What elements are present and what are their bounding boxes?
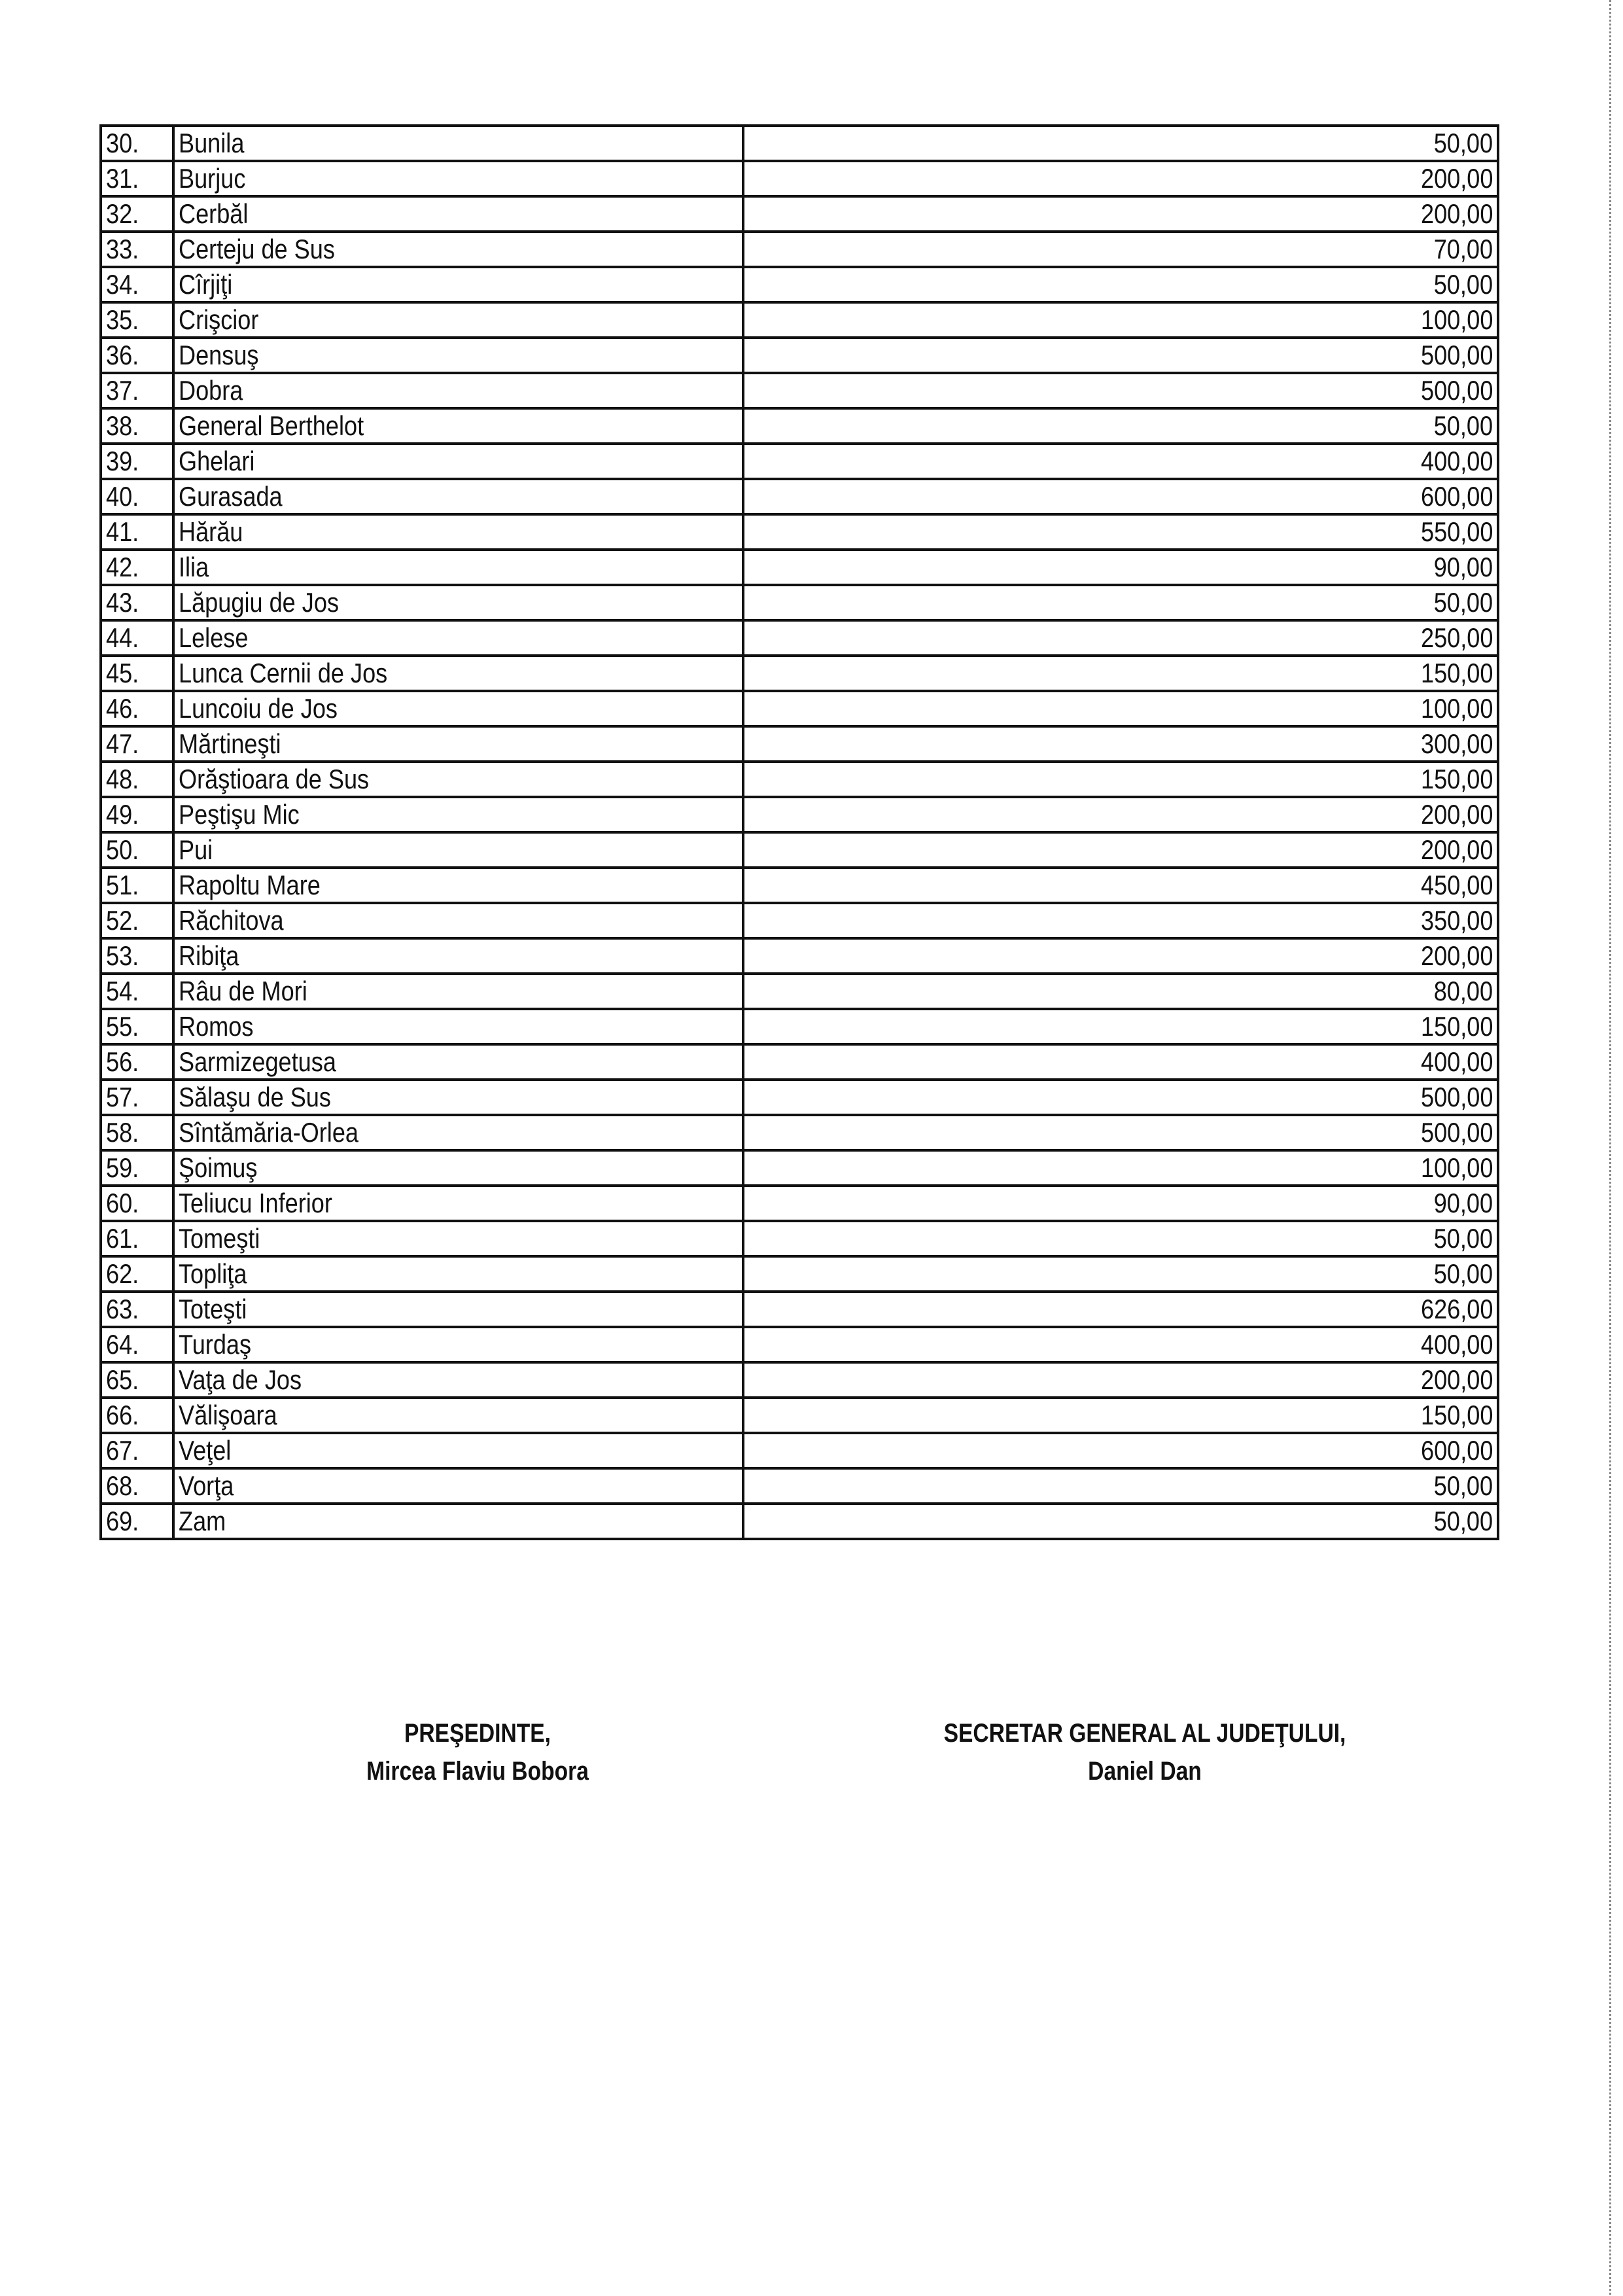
- table-row: [101, 762, 1498, 797]
- row-number: 58.: [106, 1117, 139, 1148]
- amount-value-cell: [743, 1221, 1498, 1256]
- amount-value-cell: [743, 1292, 1498, 1327]
- amount-value: 70,00: [1433, 234, 1493, 264]
- row-number-cell: [101, 550, 173, 585]
- locality-name: Vaţa de Jos: [179, 1364, 302, 1395]
- row-number-cell: [101, 726, 173, 762]
- locality-name-cell: [173, 1256, 743, 1292]
- locality-name: Mărtineşti: [179, 728, 281, 759]
- row-number-cell: [101, 585, 173, 620]
- table-body: [101, 126, 1498, 1539]
- row-number-cell: [101, 1186, 173, 1221]
- amount-value-cell: [743, 726, 1498, 762]
- row-number-cell: [101, 1504, 173, 1539]
- row-number-cell: [101, 938, 173, 974]
- locality-name-cell: [173, 161, 743, 196]
- row-number: 52.: [106, 905, 139, 936]
- amount-value: 400,00: [1420, 1046, 1493, 1077]
- locality-name-cell: [173, 1186, 743, 1221]
- table-row: [101, 1504, 1498, 1539]
- row-number: 63.: [106, 1294, 139, 1324]
- amount-value-cell: [743, 126, 1498, 161]
- row-number-cell: [101, 1150, 173, 1186]
- locality-name: Cerbăl: [179, 198, 249, 229]
- locality-name-cell: [173, 1221, 743, 1256]
- amount-value-cell: [743, 1150, 1498, 1186]
- locality-name-cell: [173, 585, 743, 620]
- table-row: [101, 656, 1498, 691]
- row-number-cell: [101, 1044, 173, 1080]
- row-number: 31.: [106, 163, 139, 194]
- row-number: 67.: [106, 1435, 139, 1466]
- amount-value-cell: [743, 797, 1498, 832]
- amount-value: 550,00: [1420, 516, 1493, 547]
- row-number: 55.: [106, 1011, 139, 1042]
- locality-name-cell: [173, 1504, 743, 1539]
- row-number-cell: [101, 479, 173, 514]
- locality-name-cell: [173, 302, 743, 338]
- amount-value-cell: [743, 868, 1498, 903]
- amount-value: 200,00: [1420, 940, 1493, 971]
- row-number-cell: [101, 1221, 173, 1256]
- table-row: [101, 832, 1498, 868]
- locality-name-cell: [173, 1398, 743, 1433]
- row-number-cell: [101, 868, 173, 903]
- amount-value: 50,00: [1433, 1470, 1493, 1501]
- row-number: 37.: [106, 375, 139, 406]
- locality-name-cell: [173, 726, 743, 762]
- row-number: 68.: [106, 1470, 139, 1501]
- table-row: [101, 232, 1498, 267]
- signature-secretary: [850, 1714, 1439, 1790]
- table-row: [101, 444, 1498, 479]
- locality-name: Cîrjiţi: [179, 269, 233, 300]
- amount-value-cell: [743, 479, 1498, 514]
- table-row: [101, 938, 1498, 974]
- table-row: [101, 1080, 1498, 1115]
- row-number-cell: [101, 1256, 173, 1292]
- amount-value: 90,00: [1433, 1188, 1493, 1218]
- signature-president: [281, 1714, 674, 1790]
- row-number-cell: [101, 408, 173, 444]
- amount-value: 90,00: [1433, 552, 1493, 582]
- row-number: 51.: [106, 870, 139, 900]
- amount-value: 200,00: [1420, 834, 1493, 865]
- table-row: [101, 267, 1498, 302]
- locality-name: Bunila: [179, 128, 245, 158]
- locality-name: Ilia: [179, 552, 209, 582]
- amount-value-cell: [743, 1115, 1498, 1150]
- locality-name-cell: [173, 373, 743, 408]
- locality-name-cell: [173, 868, 743, 903]
- table-row: [101, 1256, 1498, 1292]
- amount-value: 150,00: [1420, 1011, 1493, 1042]
- locality-name-cell: [173, 408, 743, 444]
- locality-name: Sîntămăria-Orlea: [179, 1117, 359, 1148]
- amount-value-cell: [743, 974, 1498, 1009]
- locality-name: Romos: [179, 1011, 254, 1042]
- locality-name: Şoimuş: [179, 1152, 258, 1183]
- table-row: [101, 196, 1498, 232]
- row-number: 56.: [106, 1046, 139, 1077]
- amount-value: 200,00: [1420, 799, 1493, 830]
- locality-name: Gurasada: [179, 481, 283, 512]
- row-number: 32.: [106, 198, 139, 229]
- row-number: 48.: [106, 764, 139, 794]
- locality-name-cell: [173, 656, 743, 691]
- table-row: [101, 868, 1498, 903]
- row-number-cell: [101, 1292, 173, 1327]
- locality-name: Râu de Mori: [179, 976, 307, 1006]
- row-number: 45.: [106, 658, 139, 688]
- row-number: 40.: [106, 481, 139, 512]
- table-row: [101, 1398, 1498, 1433]
- secretary-title: SECRETAR GENERAL AL JUDEŢULUI,: [943, 1719, 1346, 1748]
- amount-value-cell: [743, 267, 1498, 302]
- table-row: [101, 514, 1498, 550]
- amount-value: 400,00: [1420, 446, 1493, 476]
- locality-name-cell: [173, 444, 743, 479]
- amount-value: 150,00: [1420, 764, 1493, 794]
- locality-name-cell: [173, 832, 743, 868]
- locality-name: Hărău: [179, 516, 243, 547]
- row-number-cell: [101, 232, 173, 267]
- locality-name: Veţel: [179, 1435, 232, 1466]
- amount-value: 300,00: [1420, 728, 1493, 759]
- row-number: 50.: [106, 834, 139, 865]
- row-number-cell: [101, 1398, 173, 1433]
- amount-value-cell: [743, 1080, 1498, 1115]
- locality-name-cell: [173, 1292, 743, 1327]
- amount-value-cell: [743, 338, 1498, 373]
- table-row: [101, 373, 1498, 408]
- locality-name-cell: [173, 903, 743, 938]
- amount-value: 150,00: [1420, 1400, 1493, 1430]
- locality-name-cell: [173, 1327, 743, 1362]
- locality-name: Ghelari: [179, 446, 255, 476]
- amount-value: 626,00: [1420, 1294, 1493, 1324]
- table-row: [101, 1186, 1498, 1221]
- table-row: [101, 1292, 1498, 1327]
- amount-value: 50,00: [1433, 269, 1493, 300]
- row-number-cell: [101, 196, 173, 232]
- table-row: [101, 302, 1498, 338]
- row-number: 34.: [106, 269, 139, 300]
- locality-name-cell: [173, 1468, 743, 1504]
- amount-value-cell: [743, 1327, 1498, 1362]
- row-number-cell: [101, 762, 173, 797]
- amount-value: 50,00: [1433, 1506, 1493, 1536]
- locality-name: Burjuc: [179, 163, 246, 194]
- amount-value-cell: [743, 161, 1498, 196]
- amount-value-cell: [743, 1256, 1498, 1292]
- amount-value-cell: [743, 1186, 1498, 1221]
- locality-name-cell: [173, 479, 743, 514]
- president-name: Mircea Flaviu Bobora: [366, 1757, 589, 1786]
- row-number-cell: [101, 1468, 173, 1504]
- amount-value-cell: [743, 620, 1498, 656]
- locality-name-cell: [173, 338, 743, 373]
- table-row: [101, 974, 1498, 1009]
- amount-value-cell: [743, 373, 1498, 408]
- amount-value-cell: [743, 1433, 1498, 1468]
- locality-name: Densuş: [179, 340, 259, 370]
- amount-value-cell: [743, 514, 1498, 550]
- locality-name: Sarmizegetusa: [179, 1046, 336, 1077]
- row-number-cell: [101, 656, 173, 691]
- table-row: [101, 726, 1498, 762]
- locality-name-cell: [173, 797, 743, 832]
- row-number-cell: [101, 126, 173, 161]
- row-number-cell: [101, 832, 173, 868]
- table-row: [101, 408, 1498, 444]
- locality-name-cell: [173, 938, 743, 974]
- row-number-cell: [101, 691, 173, 726]
- locality-name-cell: [173, 1150, 743, 1186]
- locality-name-cell: [173, 514, 743, 550]
- amount-value-cell: [743, 938, 1498, 974]
- locality-name-cell: [173, 1044, 743, 1080]
- locality-name: Vălişoara: [179, 1400, 277, 1430]
- locality-name: Crişcior: [179, 304, 259, 335]
- row-number: 66.: [106, 1400, 139, 1430]
- row-number-cell: [101, 1362, 173, 1398]
- locality-name-cell: [173, 232, 743, 267]
- amount-value-cell: [743, 196, 1498, 232]
- president-title: PREŞEDINTE,: [404, 1719, 551, 1748]
- amount-value: 50,00: [1433, 587, 1493, 618]
- table-row: [101, 797, 1498, 832]
- locality-name: Pui: [179, 834, 213, 865]
- amount-value-cell: [743, 585, 1498, 620]
- table-row: [101, 338, 1498, 373]
- row-number-cell: [101, 1433, 173, 1468]
- locality-name: Vorţa: [179, 1470, 234, 1501]
- locality-name-cell: [173, 1080, 743, 1115]
- locality-name-cell: [173, 762, 743, 797]
- locality-name-cell: [173, 267, 743, 302]
- amount-value: 100,00: [1420, 1152, 1493, 1183]
- locality-name-cell: [173, 620, 743, 656]
- amount-value: 500,00: [1420, 340, 1493, 370]
- table-row: [101, 1150, 1498, 1186]
- table-row: [101, 1115, 1498, 1150]
- row-number: 41.: [106, 516, 139, 547]
- locality-name: Lelese: [179, 622, 249, 653]
- row-number-cell: [101, 903, 173, 938]
- locality-name: Peştişu Mic: [179, 799, 300, 830]
- table-row: [101, 1433, 1498, 1468]
- row-number: 30.: [106, 128, 139, 158]
- locality-name: Toteşti: [179, 1294, 247, 1324]
- row-number: 64.: [106, 1329, 139, 1360]
- amount-value: 150,00: [1420, 658, 1493, 688]
- amount-value-cell: [743, 762, 1498, 797]
- amount-value: 500,00: [1420, 375, 1493, 406]
- row-number: 46.: [106, 693, 139, 724]
- locality-name-cell: [173, 974, 743, 1009]
- row-number-cell: [101, 444, 173, 479]
- locality-name: Lăpugiu de Jos: [179, 587, 340, 618]
- row-number: 54.: [106, 976, 139, 1006]
- amount-value: 50,00: [1433, 128, 1493, 158]
- row-number: 43.: [106, 587, 139, 618]
- row-number-cell: [101, 373, 173, 408]
- locality-name-cell: [173, 1362, 743, 1398]
- locality-name: Zam: [179, 1506, 226, 1536]
- row-number: 36.: [106, 340, 139, 370]
- table-row: [101, 691, 1498, 726]
- table-row: [101, 1221, 1498, 1256]
- amount-value: 450,00: [1420, 870, 1493, 900]
- allocation-table: [99, 124, 1499, 1540]
- locality-name-cell: [173, 126, 743, 161]
- row-number-cell: [101, 514, 173, 550]
- row-number: 69.: [106, 1506, 139, 1536]
- locality-name: Topliţa: [179, 1258, 247, 1289]
- amount-value-cell: [743, 232, 1498, 267]
- row-number: 65.: [106, 1364, 139, 1395]
- row-number: 62.: [106, 1258, 139, 1289]
- row-number: 57.: [106, 1082, 139, 1112]
- locality-name: Tomeşti: [179, 1223, 260, 1254]
- amount-value: 500,00: [1420, 1117, 1493, 1148]
- amount-value-cell: [743, 1044, 1498, 1080]
- amount-value-cell: [743, 832, 1498, 868]
- row-number-cell: [101, 620, 173, 656]
- amount-value-cell: [743, 1398, 1498, 1433]
- locality-name: Lunca Cernii de Jos: [179, 658, 388, 688]
- locality-name-cell: [173, 1433, 743, 1468]
- locality-name: Turdaş: [179, 1329, 252, 1360]
- table-row: [101, 1362, 1498, 1398]
- locality-name: Orăştioara de Sus: [179, 764, 370, 794]
- amount-value: 100,00: [1420, 304, 1493, 335]
- row-number: 49.: [106, 799, 139, 830]
- row-number: 60.: [106, 1188, 139, 1218]
- amount-value: 50,00: [1433, 1223, 1493, 1254]
- row-number: 44.: [106, 622, 139, 653]
- amount-value: 50,00: [1433, 1258, 1493, 1289]
- locality-name: Răchitova: [179, 905, 284, 936]
- amount-value: 400,00: [1420, 1329, 1493, 1360]
- row-number: 42.: [106, 552, 139, 582]
- locality-name: Sălaşu de Sus: [179, 1082, 331, 1112]
- row-number-cell: [101, 338, 173, 373]
- row-number: 61.: [106, 1223, 139, 1254]
- table-row: [101, 585, 1498, 620]
- row-number-cell: [101, 1009, 173, 1044]
- locality-name-cell: [173, 550, 743, 585]
- table-row: [101, 161, 1498, 196]
- locality-name-cell: [173, 196, 743, 232]
- row-number-cell: [101, 1115, 173, 1150]
- locality-name: General Berthelot: [179, 410, 364, 441]
- amount-value: 200,00: [1420, 1364, 1493, 1395]
- amount-value: 500,00: [1420, 1082, 1493, 1112]
- amount-value: 100,00: [1420, 693, 1493, 724]
- table-row: [101, 1468, 1498, 1504]
- secretary-name: Daniel Dan: [1088, 1757, 1202, 1786]
- amount-value-cell: [743, 691, 1498, 726]
- row-number: 53.: [106, 940, 139, 971]
- amount-value: 200,00: [1420, 163, 1493, 194]
- amount-value-cell: [743, 656, 1498, 691]
- amount-value: 80,00: [1433, 976, 1493, 1006]
- locality-name: Ribiţa: [179, 940, 239, 971]
- amount-value-cell: [743, 408, 1498, 444]
- amount-value: 600,00: [1420, 1435, 1493, 1466]
- amount-value-cell: [743, 903, 1498, 938]
- amount-value-cell: [743, 302, 1498, 338]
- amount-value-cell: [743, 1362, 1498, 1398]
- locality-name: Rapoltu Mare: [179, 870, 321, 900]
- row-number: 33.: [106, 234, 139, 264]
- table-row: [101, 620, 1498, 656]
- table-row: [101, 126, 1498, 161]
- row-number-cell: [101, 161, 173, 196]
- row-number: 38.: [106, 410, 139, 441]
- amount-value: 350,00: [1420, 905, 1493, 936]
- row-number-cell: [101, 974, 173, 1009]
- amount-value-cell: [743, 1504, 1498, 1539]
- row-number: 35.: [106, 304, 139, 335]
- row-number-cell: [101, 302, 173, 338]
- row-number: 47.: [106, 728, 139, 759]
- table-row: [101, 1044, 1498, 1080]
- amount-value: 250,00: [1420, 622, 1493, 653]
- locality-name-cell: [173, 691, 743, 726]
- scan-edge-border: [1609, 0, 1611, 2296]
- row-number-cell: [101, 797, 173, 832]
- amount-value-cell: [743, 550, 1498, 585]
- table-row: [101, 550, 1498, 585]
- row-number: 39.: [106, 446, 139, 476]
- amount-value-cell: [743, 1468, 1498, 1504]
- amount-value-cell: [743, 1009, 1498, 1044]
- row-number-cell: [101, 1327, 173, 1362]
- amount-value: 200,00: [1420, 198, 1493, 229]
- amount-value: 50,00: [1433, 410, 1493, 441]
- amount-value: 600,00: [1420, 481, 1493, 512]
- row-number: 59.: [106, 1152, 139, 1183]
- amount-value-cell: [743, 444, 1498, 479]
- locality-name: Luncoiu de Jos: [179, 693, 338, 724]
- locality-name-cell: [173, 1009, 743, 1044]
- row-number-cell: [101, 1080, 173, 1115]
- locality-name-cell: [173, 1115, 743, 1150]
- table-row: [101, 479, 1498, 514]
- row-number-cell: [101, 267, 173, 302]
- table-row: [101, 903, 1498, 938]
- locality-name: Certeju de Sus: [179, 234, 335, 264]
- table-row: [101, 1009, 1498, 1044]
- locality-name: Teliucu Inferior: [179, 1188, 332, 1218]
- locality-name: Dobra: [179, 375, 243, 406]
- table-row: [101, 1327, 1498, 1362]
